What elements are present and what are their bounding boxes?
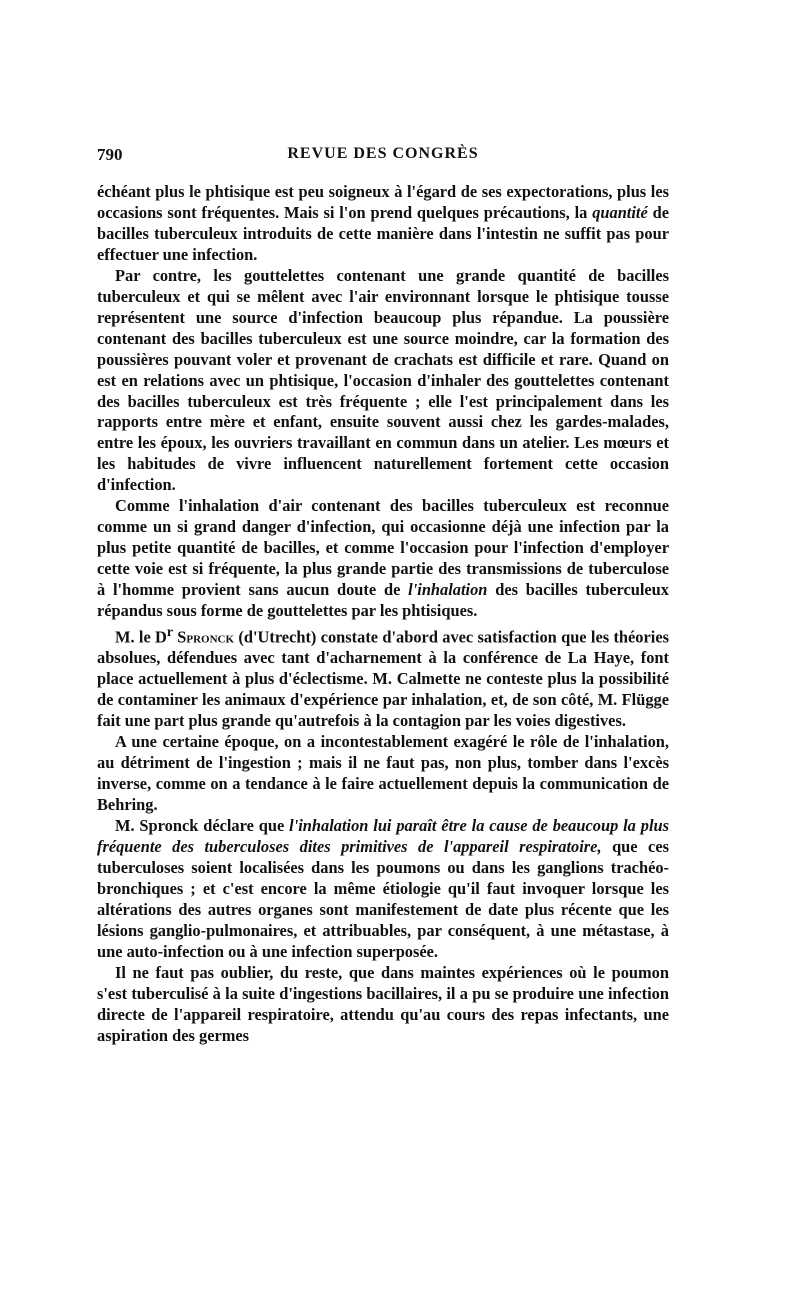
paragraph-7: Il ne faut pas oublier, du reste, que dans maintes expériences où le poumon s'est tuberculisé à la suite d'ingestions bacillaires, il a pu se produire une infection directe de l'appareil respiratoire, attendu qu'au cours des repas infectants, une aspiration des germes [97,962,669,1045]
emphasis-declaration: l'inhalation lui paraît être la cause de beaucoup la plus fréquente des tuberculoses dites primitives de l'appareil respiratoire, [97,816,669,857]
paragraph-3: Comme l'inhalation d'air contenant des bacilles tuberculeux est reconnue comme un si grand danger d'infection, qui occasionne déjà une infection par la plus petite quantité de bacilles, et comme l'occasion pour l'infection d'employer cette voie est si fréquente, la plus grande partie des transmissions de tuberculose à l'homme provient sans aucun doute de l'inhalation des bacilles tuberculeux répandus sous forme de gouttelettes par les phtisiques. [97,496,669,621]
paragraph-2: Par contre, les gouttelettes contenant une grande quantité de bacilles tuberculeux et qui se mêlent avec l'air environnant lorsque le phtisique tousse représentent une source d'infection beaucoup plus répandue. La poussière contenant des bacilles tuberculeux est une source moindre, car la formation des poussières pouvant voler et provenant de crachats est difficile et rare. Quand on est en relations avec un phtisique, l'occasion d'inhaler des gouttelettes contenant des bacilles tuberculeux est très fréquente ; elle l'est principalement dans les rapports entre mère et enfant, ensuite souvent aussi chez les gardes-malades, entre les époux, les ouvriers travaillant en commun dans un atelier. Les mœurs et les habitudes de vivre influencent naturellement fortement cette occasion d'infection. [97,265,669,495]
paragraph-5: A une certaine époque, on a incontestablement exagéré le rôle de l'inhalation, au détriment de l'ingestion ; mais il ne faut pas, non plus, tomber dans l'excès inverse, comme on a tendance à le faire actuellement depuis la communication de Behring. [97,732,669,815]
author-name: Spronck [177,627,235,647]
paragraph-6: M. Spronck déclare que l'inhalation lui paraît être la cause de beaucoup la plus fréquente des tuberculoses dites primitives de l'appareil respiratoire, que ces tuberculoses soient localisées dans les poumons ou dans les ganglions trachéo-bronchiques ; et c'est encore la même étiologie qu'il faut invoquer lorsque les altérations des autres organes sont manifestement de date plus récente que les lésions ganglio-pulmonaires, et attribuables, par conséquent, à une métastase, à une auto-infection ou à une infection superposée. [97,816,669,961]
page-number: 790 [97,145,123,164]
paragraph-1: échéant plus le phtisique est peu soigneux à l'égard de ses expectorations, plus les occasions sont fréquentes. Mais si l'on prend quelques précautions, la quantité de bacilles tuberculeux introduits de cette manière dans l'intestin ne suffit pas pour effectuer une infection. [97,182,669,264]
body-text [97,182,669,1047]
page-header [97,145,669,169]
emphasis-quantite: quantité [592,202,648,222]
emphasis-inhalation: l'inhalation [408,580,488,600]
paragraph-4: M. le $D^r$ Spronck (d'Utrecht) constate d'abord avec satisfaction que les théories absolues, défendues avec tant d'acharnement à la conférence de La Haye, font place actuellement à plus d'éclectisme. M. Calmette ne conteste plus la possibilité de contaminer les animaux d'expérience par inhalation, et, de son côté, M. Flügge fait une part plus grande qu'autrefois à la contagion par les voies digestives. [97,624,669,731]
running-head: REVUE DES CONGRÈS [287,145,479,162]
